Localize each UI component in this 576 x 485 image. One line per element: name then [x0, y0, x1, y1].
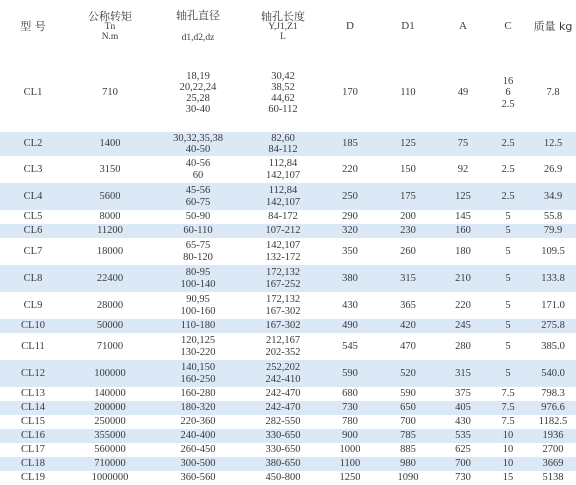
- cell-bore-line: 60-110: [183, 225, 213, 237]
- table-row: [0, 415, 576, 429]
- cell-length-line: 30,42: [271, 70, 295, 82]
- table-row: [0, 319, 576, 333]
- cell-length-line: 242-470: [265, 402, 301, 414]
- cell-C: [486, 210, 530, 224]
- cell-bore-line: 180-320: [180, 402, 216, 414]
- table-row: [0, 401, 576, 415]
- cell-bore-line: 160-250: [180, 373, 216, 385]
- cell-length: [242, 387, 324, 401]
- cell-D: 220: [324, 156, 376, 183]
- cell-torque: 560000: [66, 443, 154, 457]
- cell-length-line: 38,52: [271, 81, 295, 93]
- cell-bore-line: 240-400: [180, 430, 216, 442]
- cell-D: 490: [324, 319, 376, 333]
- cell-A: 245: [440, 319, 486, 333]
- table-body: [0, 54, 576, 485]
- cell-D1: 520: [376, 360, 440, 387]
- cell-mass: 109.5: [530, 238, 576, 265]
- cell-A: 180: [440, 238, 486, 265]
- cell-D: 590: [324, 360, 376, 387]
- cell-C: [486, 265, 530, 292]
- cell-D1: 200: [376, 210, 440, 224]
- cell-bore-line: 40-50: [185, 144, 211, 155]
- cell-D1: 590: [376, 387, 440, 401]
- cell-model: CL10: [0, 319, 66, 333]
- table-row: [0, 265, 576, 292]
- cell-C: [486, 156, 530, 183]
- cell-C: [486, 238, 530, 265]
- table-row: [0, 156, 576, 183]
- cell-C-line: 5: [505, 320, 511, 332]
- header-row: [0, 0, 576, 54]
- cell-model: CL9: [0, 292, 66, 319]
- cell-bore-line: 130-220: [180, 346, 216, 358]
- cell-bore-line: 120,125: [180, 335, 216, 347]
- cell-C: [486, 333, 530, 360]
- cell-length-line: 202-352: [265, 346, 301, 358]
- cell-bore: [154, 238, 242, 265]
- cell-C-line: 2.5: [501, 138, 515, 150]
- cell-C: [486, 360, 530, 387]
- cell-length: [242, 156, 324, 183]
- cell-D1: 980: [376, 457, 440, 471]
- cell-C-line: 10: [502, 430, 514, 442]
- table-row: [0, 210, 576, 224]
- cell-model: CL3: [0, 156, 66, 183]
- cell-length: [242, 292, 324, 319]
- cell-bore: [154, 54, 242, 132]
- cell-torque: 5600: [66, 183, 154, 210]
- cell-model: CL6: [0, 224, 66, 238]
- cell-C: [486, 471, 530, 485]
- cell-A: 700: [440, 457, 486, 471]
- cell-bore-line: 80-120: [183, 251, 213, 263]
- cell-length: [242, 210, 324, 224]
- cell-C: [486, 429, 530, 443]
- cell-torque: 140000: [66, 387, 154, 401]
- cell-C-line: 5: [505, 245, 511, 257]
- cell-torque: 50000: [66, 319, 154, 333]
- cell-A: 125: [440, 183, 486, 210]
- cell-model: CL14: [0, 401, 66, 415]
- col-model: 型 号: [0, 0, 66, 54]
- cell-bore: [154, 183, 242, 210]
- cell-torque: 710: [66, 54, 154, 132]
- table-row: [0, 457, 576, 471]
- cell-length-line: 450-800: [265, 472, 301, 484]
- cell-D1: 365: [376, 292, 440, 319]
- cell-length-line: 44,62: [271, 93, 295, 104]
- cell-length: [242, 319, 324, 333]
- cell-bore: [154, 132, 242, 156]
- cell-A: 535: [440, 429, 486, 443]
- cell-D: 350: [324, 238, 376, 265]
- cell-bore-line: 220-360: [180, 416, 216, 428]
- cell-length-line: 132-172: [265, 251, 301, 263]
- cell-D: 680: [324, 387, 376, 401]
- cell-length: [242, 265, 324, 292]
- cell-model: CL16: [0, 429, 66, 443]
- cell-A: 75: [440, 132, 486, 156]
- cell-bore-line: 30-40: [185, 104, 211, 116]
- cell-C-line: 7.5: [501, 402, 515, 414]
- cell-bore: [154, 401, 242, 415]
- col-bore: 轴孔直径 d1,d2,dz: [154, 0, 242, 54]
- cell-A: 92: [440, 156, 486, 183]
- cell-mass: 976.6: [530, 401, 576, 415]
- cell-A: 220: [440, 292, 486, 319]
- cell-C: [486, 387, 530, 401]
- cell-length: [242, 132, 324, 156]
- cell-bore: [154, 471, 242, 485]
- cell-A: 625: [440, 443, 486, 457]
- cell-mass: 171.0: [530, 292, 576, 319]
- cell-length-line: 167-302: [265, 320, 301, 332]
- cell-length-line: 330-650: [265, 430, 301, 442]
- cell-length-line: 142,107: [265, 169, 301, 181]
- cell-mass: 385.0: [530, 333, 576, 360]
- cell-length: [242, 443, 324, 457]
- cell-length-line: 172,132: [265, 294, 301, 306]
- cell-model: CL4: [0, 183, 66, 210]
- cell-A: 405: [440, 401, 486, 415]
- cell-D: 185: [324, 132, 376, 156]
- col-C: C: [486, 0, 530, 54]
- cell-C: [486, 183, 530, 210]
- cell-D1: 150: [376, 156, 440, 183]
- cell-D: 1250: [324, 471, 376, 485]
- cell-D: 380: [324, 265, 376, 292]
- cell-mass: 5138: [530, 471, 576, 485]
- table-row: [0, 132, 576, 156]
- cell-C-line: 5: [505, 340, 511, 352]
- cell-mass: 7.8: [530, 54, 576, 132]
- cell-length-line: 107-212: [265, 225, 301, 237]
- cell-D: 1000: [324, 443, 376, 457]
- cell-mass: 2700: [530, 443, 576, 457]
- cell-C: [486, 292, 530, 319]
- cell-C-line: 5: [505, 225, 511, 237]
- cell-D1: 315: [376, 265, 440, 292]
- table-row: [0, 238, 576, 265]
- col-A: A: [440, 0, 486, 54]
- table-row: [0, 471, 576, 485]
- cell-D1: 110: [376, 54, 440, 132]
- table-row: [0, 360, 576, 387]
- cell-mass: 3669: [530, 457, 576, 471]
- cell-bore: [154, 457, 242, 471]
- cell-C-line: 2.5: [501, 163, 515, 175]
- cell-D: 730: [324, 401, 376, 415]
- cell-bore-line: 80-95: [185, 267, 211, 279]
- cell-model: CL7: [0, 238, 66, 265]
- cell-length: [242, 54, 324, 132]
- cell-bore: [154, 265, 242, 292]
- cell-A: 280: [440, 333, 486, 360]
- table-row: [0, 183, 576, 210]
- cell-mass: 12.5: [530, 132, 576, 156]
- cell-length-line: 112,84: [268, 158, 298, 170]
- cell-length-line: 167-252: [265, 278, 301, 290]
- cell-length-line: 242-410: [265, 373, 301, 385]
- cell-length-line: 282-550: [265, 416, 301, 428]
- cell-torque: 18000: [66, 238, 154, 265]
- cell-bore-line: 65-75: [185, 240, 211, 252]
- cell-bore-line: 360-560: [180, 472, 216, 484]
- cell-length: [242, 471, 324, 485]
- cell-length: [242, 224, 324, 238]
- cell-C: [486, 224, 530, 238]
- cell-bore-line: 45-56: [185, 185, 211, 197]
- cell-length: [242, 429, 324, 443]
- cell-D: 1100: [324, 457, 376, 471]
- cell-torque: 1400: [66, 132, 154, 156]
- cell-length-line: 380-650: [265, 458, 301, 470]
- cell-length-line: 142,107: [265, 196, 301, 208]
- cell-length: [242, 401, 324, 415]
- cell-C-line: 5: [505, 211, 511, 223]
- cell-length: [242, 360, 324, 387]
- cell-mass: 540.0: [530, 360, 576, 387]
- cell-bore-line: 100-160: [180, 305, 216, 317]
- col-mass: 质量 kg: [530, 0, 576, 54]
- cell-bore: [154, 319, 242, 333]
- cell-model: CL5: [0, 210, 66, 224]
- cell-model: CL17: [0, 443, 66, 457]
- cell-torque: 250000: [66, 415, 154, 429]
- cell-bore-line: 40-56: [185, 158, 211, 170]
- cell-D1: 785: [376, 429, 440, 443]
- cell-bore-line: 20,22,24: [179, 81, 217, 93]
- cell-bore: [154, 156, 242, 183]
- cell-D: 290: [324, 210, 376, 224]
- col-torque: 公称转矩 Tn N.m: [66, 0, 154, 54]
- cell-length-line: 84-172: [268, 211, 298, 223]
- cell-bore-line: 25,28: [186, 93, 210, 104]
- cell-length-line: 167-302: [265, 305, 301, 317]
- cell-bore: [154, 210, 242, 224]
- cell-length: [242, 457, 324, 471]
- cell-C-line: 15: [502, 472, 514, 484]
- cell-C: [486, 132, 530, 156]
- cell-bore-line: 30,32,35,38: [173, 132, 223, 144]
- cell-bore-line: 110-180: [180, 320, 216, 332]
- table-row: [0, 54, 576, 132]
- cell-mass: 79.9: [530, 224, 576, 238]
- cell-bore-line: 260-450: [180, 444, 216, 456]
- cell-bore: [154, 387, 242, 401]
- cell-D1: 885: [376, 443, 440, 457]
- cell-mass: 275.8: [530, 319, 576, 333]
- cell-A: 315: [440, 360, 486, 387]
- cell-C-line: 5: [505, 272, 511, 284]
- cell-D: 780: [324, 415, 376, 429]
- cell-length-line: 252,202: [265, 362, 301, 374]
- cell-bore-line: 60-75: [185, 196, 211, 208]
- cell-bore: [154, 429, 242, 443]
- cell-length-line: 242-470: [265, 388, 301, 400]
- cell-bore-line: 100-140: [180, 278, 216, 290]
- cell-length-line: 82,60: [271, 132, 295, 144]
- cell-torque: 1000000: [66, 471, 154, 485]
- cell-D1: 700: [376, 415, 440, 429]
- cell-C-line: 2.5: [501, 98, 515, 110]
- cell-model: CL1: [0, 54, 66, 132]
- cell-torque: 28000: [66, 292, 154, 319]
- cell-torque: 8000: [66, 210, 154, 224]
- cell-D1: 260: [376, 238, 440, 265]
- cell-length: [242, 183, 324, 210]
- cell-length-line: 112,84: [268, 185, 298, 197]
- cell-mass: 34.9: [530, 183, 576, 210]
- cell-C: [486, 401, 530, 415]
- col-length: 轴孔长度 Y,J1,Z1 L: [242, 0, 324, 54]
- cell-bore-line: 300-500: [180, 458, 216, 470]
- cell-torque: 200000: [66, 401, 154, 415]
- cell-A: 49: [440, 54, 486, 132]
- cell-C: [486, 457, 530, 471]
- cell-D: 320: [324, 224, 376, 238]
- cell-bore-line: 50-90: [185, 211, 211, 223]
- cell-D: 170: [324, 54, 376, 132]
- cell-model: CL19: [0, 471, 66, 485]
- cell-D: 900: [324, 429, 376, 443]
- cell-D1: 470: [376, 333, 440, 360]
- cell-length: [242, 415, 324, 429]
- cell-model: CL12: [0, 360, 66, 387]
- cell-length-line: 84-112: [268, 144, 298, 155]
- cell-length-line: 330-650: [265, 444, 301, 456]
- table-row: [0, 224, 576, 238]
- cell-C-line: 6: [505, 87, 511, 99]
- cell-mass: 133.8: [530, 265, 576, 292]
- cell-A: 375: [440, 387, 486, 401]
- cell-C-line: 7.5: [501, 388, 515, 400]
- cell-mass: 55.8: [530, 210, 576, 224]
- cell-A: 730: [440, 471, 486, 485]
- cell-A: 160: [440, 224, 486, 238]
- cell-torque: 355000: [66, 429, 154, 443]
- cell-bore-line: 18,19: [186, 70, 210, 82]
- cell-torque: 3150: [66, 156, 154, 183]
- cell-torque: 100000: [66, 360, 154, 387]
- cell-length: [242, 238, 324, 265]
- cell-C-line: 16: [502, 76, 514, 88]
- cell-bore: [154, 292, 242, 319]
- col-D: D: [324, 0, 376, 54]
- cell-model: CL8: [0, 265, 66, 292]
- cell-model: CL13: [0, 387, 66, 401]
- cell-mass: 1182.5: [530, 415, 576, 429]
- cell-model: CL2: [0, 132, 66, 156]
- cell-C-line: 5: [505, 367, 511, 379]
- cell-bore: [154, 224, 242, 238]
- cell-length-line: 172,132: [265, 267, 301, 279]
- cell-D1: 1090: [376, 471, 440, 485]
- table-row: [0, 429, 576, 443]
- cell-C-line: 7.5: [501, 416, 515, 428]
- cell-torque: 710000: [66, 457, 154, 471]
- cell-bore: [154, 360, 242, 387]
- cell-D1: 125: [376, 132, 440, 156]
- cell-bore: [154, 415, 242, 429]
- cell-bore-line: 60: [192, 169, 204, 181]
- cell-model: CL15: [0, 415, 66, 429]
- cell-C-line: 5: [505, 299, 511, 311]
- cell-mass: 1936: [530, 429, 576, 443]
- cell-C: [486, 54, 530, 132]
- cell-bore-line: 140,150: [180, 362, 216, 374]
- table-row: [0, 292, 576, 319]
- cell-torque: 22400: [66, 265, 154, 292]
- cell-A: 210: [440, 265, 486, 292]
- cell-C: [486, 415, 530, 429]
- cell-D: 250: [324, 183, 376, 210]
- col-D1: D1: [376, 0, 440, 54]
- cell-C: [486, 319, 530, 333]
- cell-length: [242, 333, 324, 360]
- cell-C: [486, 443, 530, 457]
- cell-bore-line: 160-280: [180, 388, 216, 400]
- cell-D: 430: [324, 292, 376, 319]
- cell-bore-line: 90,95: [186, 294, 210, 306]
- cell-D: 545: [324, 333, 376, 360]
- cell-A: 430: [440, 415, 486, 429]
- cell-C-line: 10: [502, 458, 514, 470]
- cell-bore: [154, 443, 242, 457]
- cell-length-line: 212,167: [265, 335, 301, 347]
- table-row: [0, 333, 576, 360]
- cell-C-line: 2.5: [501, 190, 515, 202]
- table-row: [0, 387, 576, 401]
- cell-D1: 650: [376, 401, 440, 415]
- cell-torque: 11200: [66, 224, 154, 238]
- cell-D1: 175: [376, 183, 440, 210]
- cell-length-line: 60-112: [268, 104, 298, 116]
- cell-C-line: 10: [502, 444, 514, 456]
- cell-mass: 26.9: [530, 156, 576, 183]
- cell-D1: 230: [376, 224, 440, 238]
- cell-model: CL18: [0, 457, 66, 471]
- cell-length-line: 142,107: [265, 240, 301, 252]
- cell-model: CL11: [0, 333, 66, 360]
- cell-bore: [154, 333, 242, 360]
- cell-D1: 420: [376, 319, 440, 333]
- cell-A: 145: [440, 210, 486, 224]
- cell-mass: 798.3: [530, 387, 576, 401]
- cell-torque: 71000: [66, 333, 154, 360]
- table-row: [0, 443, 576, 457]
